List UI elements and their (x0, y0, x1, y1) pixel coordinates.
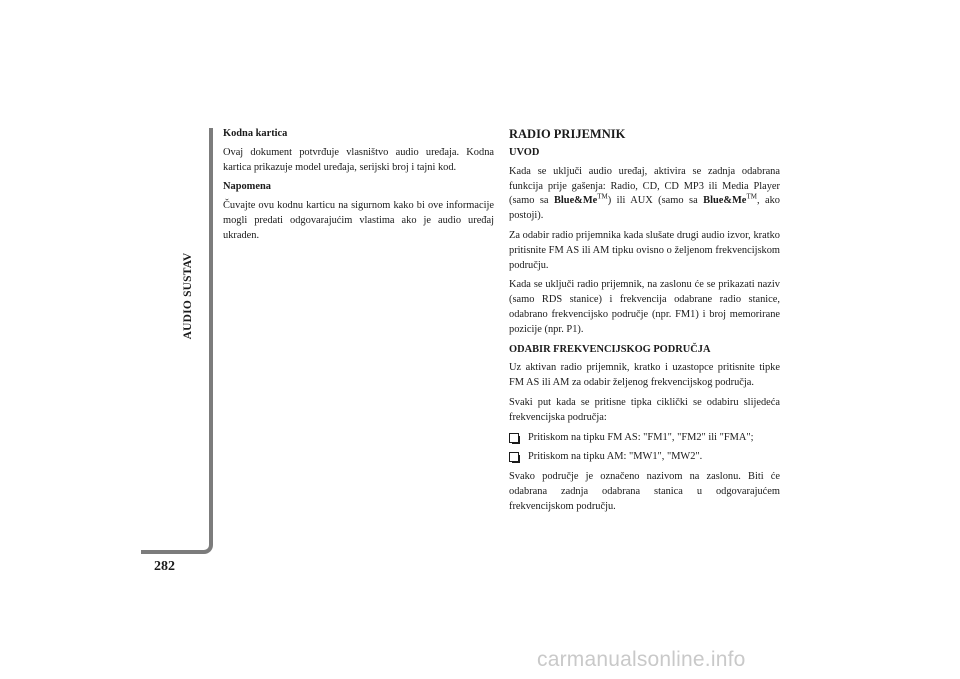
display-paragraph: Kada se uključi radio prijemnik, na zaslonu će se prikazati naziv (samo RDS stanice) i frekvencija odabrane radio stanice, odabrano frekvencijsko područje (npr. FM1) i broj memorirane pozicije (npr. P1). (509, 279, 780, 335)
cycle-paragraph: Svaki put kada se pritisne tipka ciklički se odabiru slijedeća frekvencijska područja: (509, 396, 780, 423)
section-title: RADIO PRIJEMNIK (509, 127, 626, 141)
list-item-text: Pritiskom na tipku AM: "MW1", "MW2". (528, 451, 703, 463)
list-item (509, 431, 780, 446)
note-heading: Napomena (223, 181, 271, 193)
checkbox-bullet-icon (509, 452, 523, 461)
intro-text-c: , ako postoji). (509, 195, 780, 222)
list-item (509, 450, 780, 465)
sidebar-frame (141, 128, 213, 554)
intro-text-b: ) ili AUX (samo sa (607, 195, 704, 207)
intro-paragraph (509, 165, 780, 224)
note-text: Čuvajte ovu kodnu karticu na sigurnom kako bi ove informacije mogli predati odgovarajućim vlastima ako je audio uređaj ukraden. (223, 200, 494, 241)
card-heading: Kodna kartica (223, 128, 288, 139)
watermark-text: carmanualsonline.info (537, 648, 746, 671)
trademark-mark: TM (597, 192, 608, 201)
intro-heading: UVOD (509, 147, 540, 158)
brand-name: Blue&Me (553, 195, 598, 207)
band-heading: ODABIR FREKVENCIJSKOG PODRUČJA (509, 343, 711, 355)
closing-paragraph: Svako područje je označeno nazivom na zaslonu. Biti će odabrana zadnja odabrana stanica u odgovarajućem frekvencijskom području. (509, 471, 780, 512)
select-paragraph: Za odabir radio prijemnika kada slušate drugi audio izvor, kratko pritisnite FM AS ili AM tipku ovisno o željenom frekvencijskom području. (509, 229, 780, 271)
brand-name: Blue&Me (703, 195, 747, 207)
checkbox-bullet-icon (509, 433, 523, 442)
right-column (509, 127, 780, 520)
left-column (223, 127, 494, 249)
page-number: 282 (154, 559, 175, 574)
card-text: Ovaj dokument potvrđuje vlasništvo audio uređaja. Kodna kartica prikazuje model uređaja, serijski broj i tajni kod. (223, 146, 494, 173)
trademark-mark: TM (746, 192, 757, 201)
section-label: AUDIO SUSTAV (182, 252, 194, 340)
list-item-text: Pritiskom na tipku FM AS: "FM1", "FM2" ili "FMA"; (528, 431, 754, 443)
intro-text-a: Kada se uključi audio uređaj, aktivira se zadnja odabrana funkcija prije gašenja: Radio, CD, CD MP3 ili Media Player (samo sa (509, 165, 780, 207)
band-paragraph: Uz aktivan radio prijemnik, kratko i uzastopce pritisnite tipke FM AS ili AM za odabir željenog frekvencijskog područja. (509, 362, 780, 389)
